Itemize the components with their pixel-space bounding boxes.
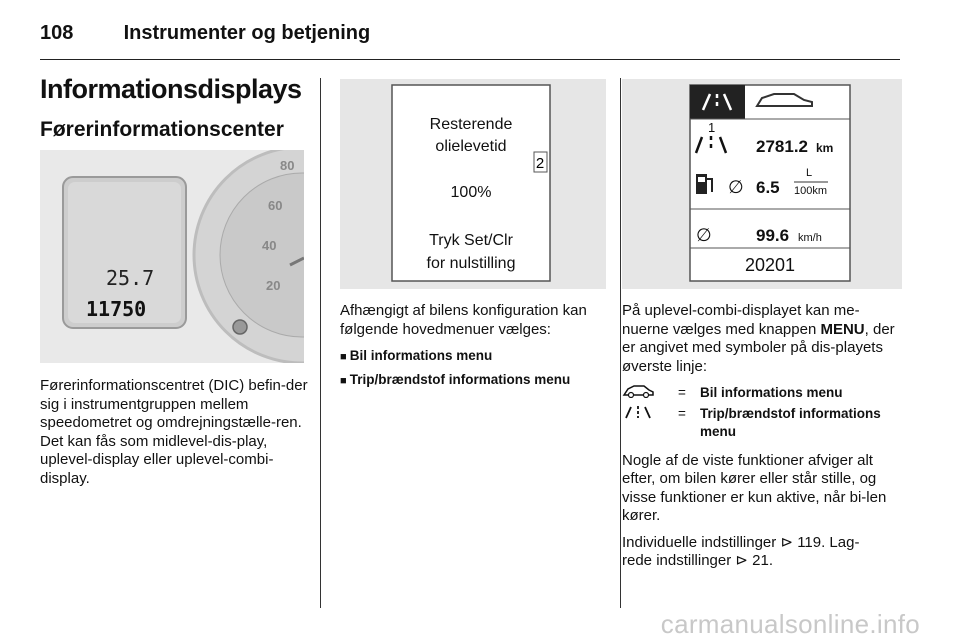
avg-symbol: ∅ xyxy=(728,177,744,197)
watermark: carmanualsonline.info xyxy=(660,609,920,639)
instrument-cluster-figure xyxy=(40,150,304,363)
speed-tick: 80 xyxy=(280,158,295,173)
speed-tick: 60 xyxy=(268,198,283,213)
trip-icon xyxy=(622,405,654,419)
page-header xyxy=(40,22,370,45)
display-line-1: Resterende xyxy=(429,116,513,133)
display-line-4: for nulstilling xyxy=(426,255,516,272)
menu-item: ■ Bil informations menu xyxy=(340,347,606,367)
menu-item: ■ Trip/brændstof informations menu xyxy=(340,371,606,391)
menu-key: MENU xyxy=(820,320,865,338)
avg-speed: 99.6 xyxy=(756,226,790,245)
speed-tick: 40 xyxy=(262,238,277,253)
header-rule xyxy=(40,59,900,60)
column-divider-1 xyxy=(320,78,321,608)
col3-paragraph-2: Nogle af de viste funktioner afviger alt efter, om bilen kører eller står stille, og visse funktioner er kun aktive, når bi-len kører. xyxy=(622,451,887,524)
col3-intro: På uplevel-combi-displayet kan me-nuerne vælges med knappen MENU, der er angivet med symboler på dis-playets øverste linje: xyxy=(622,302,895,375)
avg-symbol: ∅ xyxy=(696,225,712,245)
display-line-2: olielevetid xyxy=(435,138,507,155)
speed-tick: 20 xyxy=(266,278,281,293)
menu-list xyxy=(340,347,606,390)
odometer: 20201 xyxy=(744,255,796,275)
trip-distance: 2781.2 xyxy=(756,137,808,156)
display-percent: 100% xyxy=(450,184,492,201)
col3-references: Individuelle indstillinger ⊳ 119. Lag- rede indstillinger ⊳ 21. xyxy=(622,533,860,569)
page-number: 108 xyxy=(40,22,74,44)
dic-value-1: 25.7 xyxy=(106,266,155,290)
page-ref-icon: ⊳ xyxy=(780,533,794,551)
section-heading: Informationsdisplays xyxy=(40,74,302,104)
chapter-title: Instrumenter og betjening xyxy=(123,22,371,44)
fuel-unit-top: L xyxy=(806,167,813,179)
col2-intro: Afhængigt af bilens konfiguration kan følgende hovedmenuer vælges: xyxy=(340,302,587,338)
dic-odometer: 11750 xyxy=(86,297,147,321)
column-divider-2 xyxy=(620,78,621,608)
symbol-row-trip: = Trip/brændstof informations menu xyxy=(622,405,902,442)
display-line-3: Tryk Set/Clr xyxy=(429,232,513,249)
subsection-heading: Førerinformationscenter xyxy=(40,118,284,141)
distance-unit: km xyxy=(816,141,834,155)
car-icon xyxy=(622,384,654,398)
col3-text xyxy=(622,302,902,579)
oil-life-display-figure xyxy=(340,79,606,289)
fuel-unit-bottom: 100km xyxy=(794,185,828,197)
speed-unit: km/h xyxy=(798,232,822,244)
page-ref-icon: ⊳ xyxy=(735,552,748,569)
trip-number: 1 xyxy=(708,120,716,135)
combi-display-figure xyxy=(622,79,902,289)
col1-paragraph: Førerinformationscentret (DIC) befin-der sig i instrumentgruppen mellem speedometret og omdrejningstælle-ren. Det kan fås som midlevel-dis-play, uplevel-display eller uplevel-combi-display. xyxy=(40,377,308,487)
display-badge: 2 xyxy=(535,155,545,172)
fuel-consumption: 6.5 xyxy=(756,178,780,197)
symbol-row-car: = Bil informations menu xyxy=(622,384,902,404)
col2-text xyxy=(340,302,606,394)
